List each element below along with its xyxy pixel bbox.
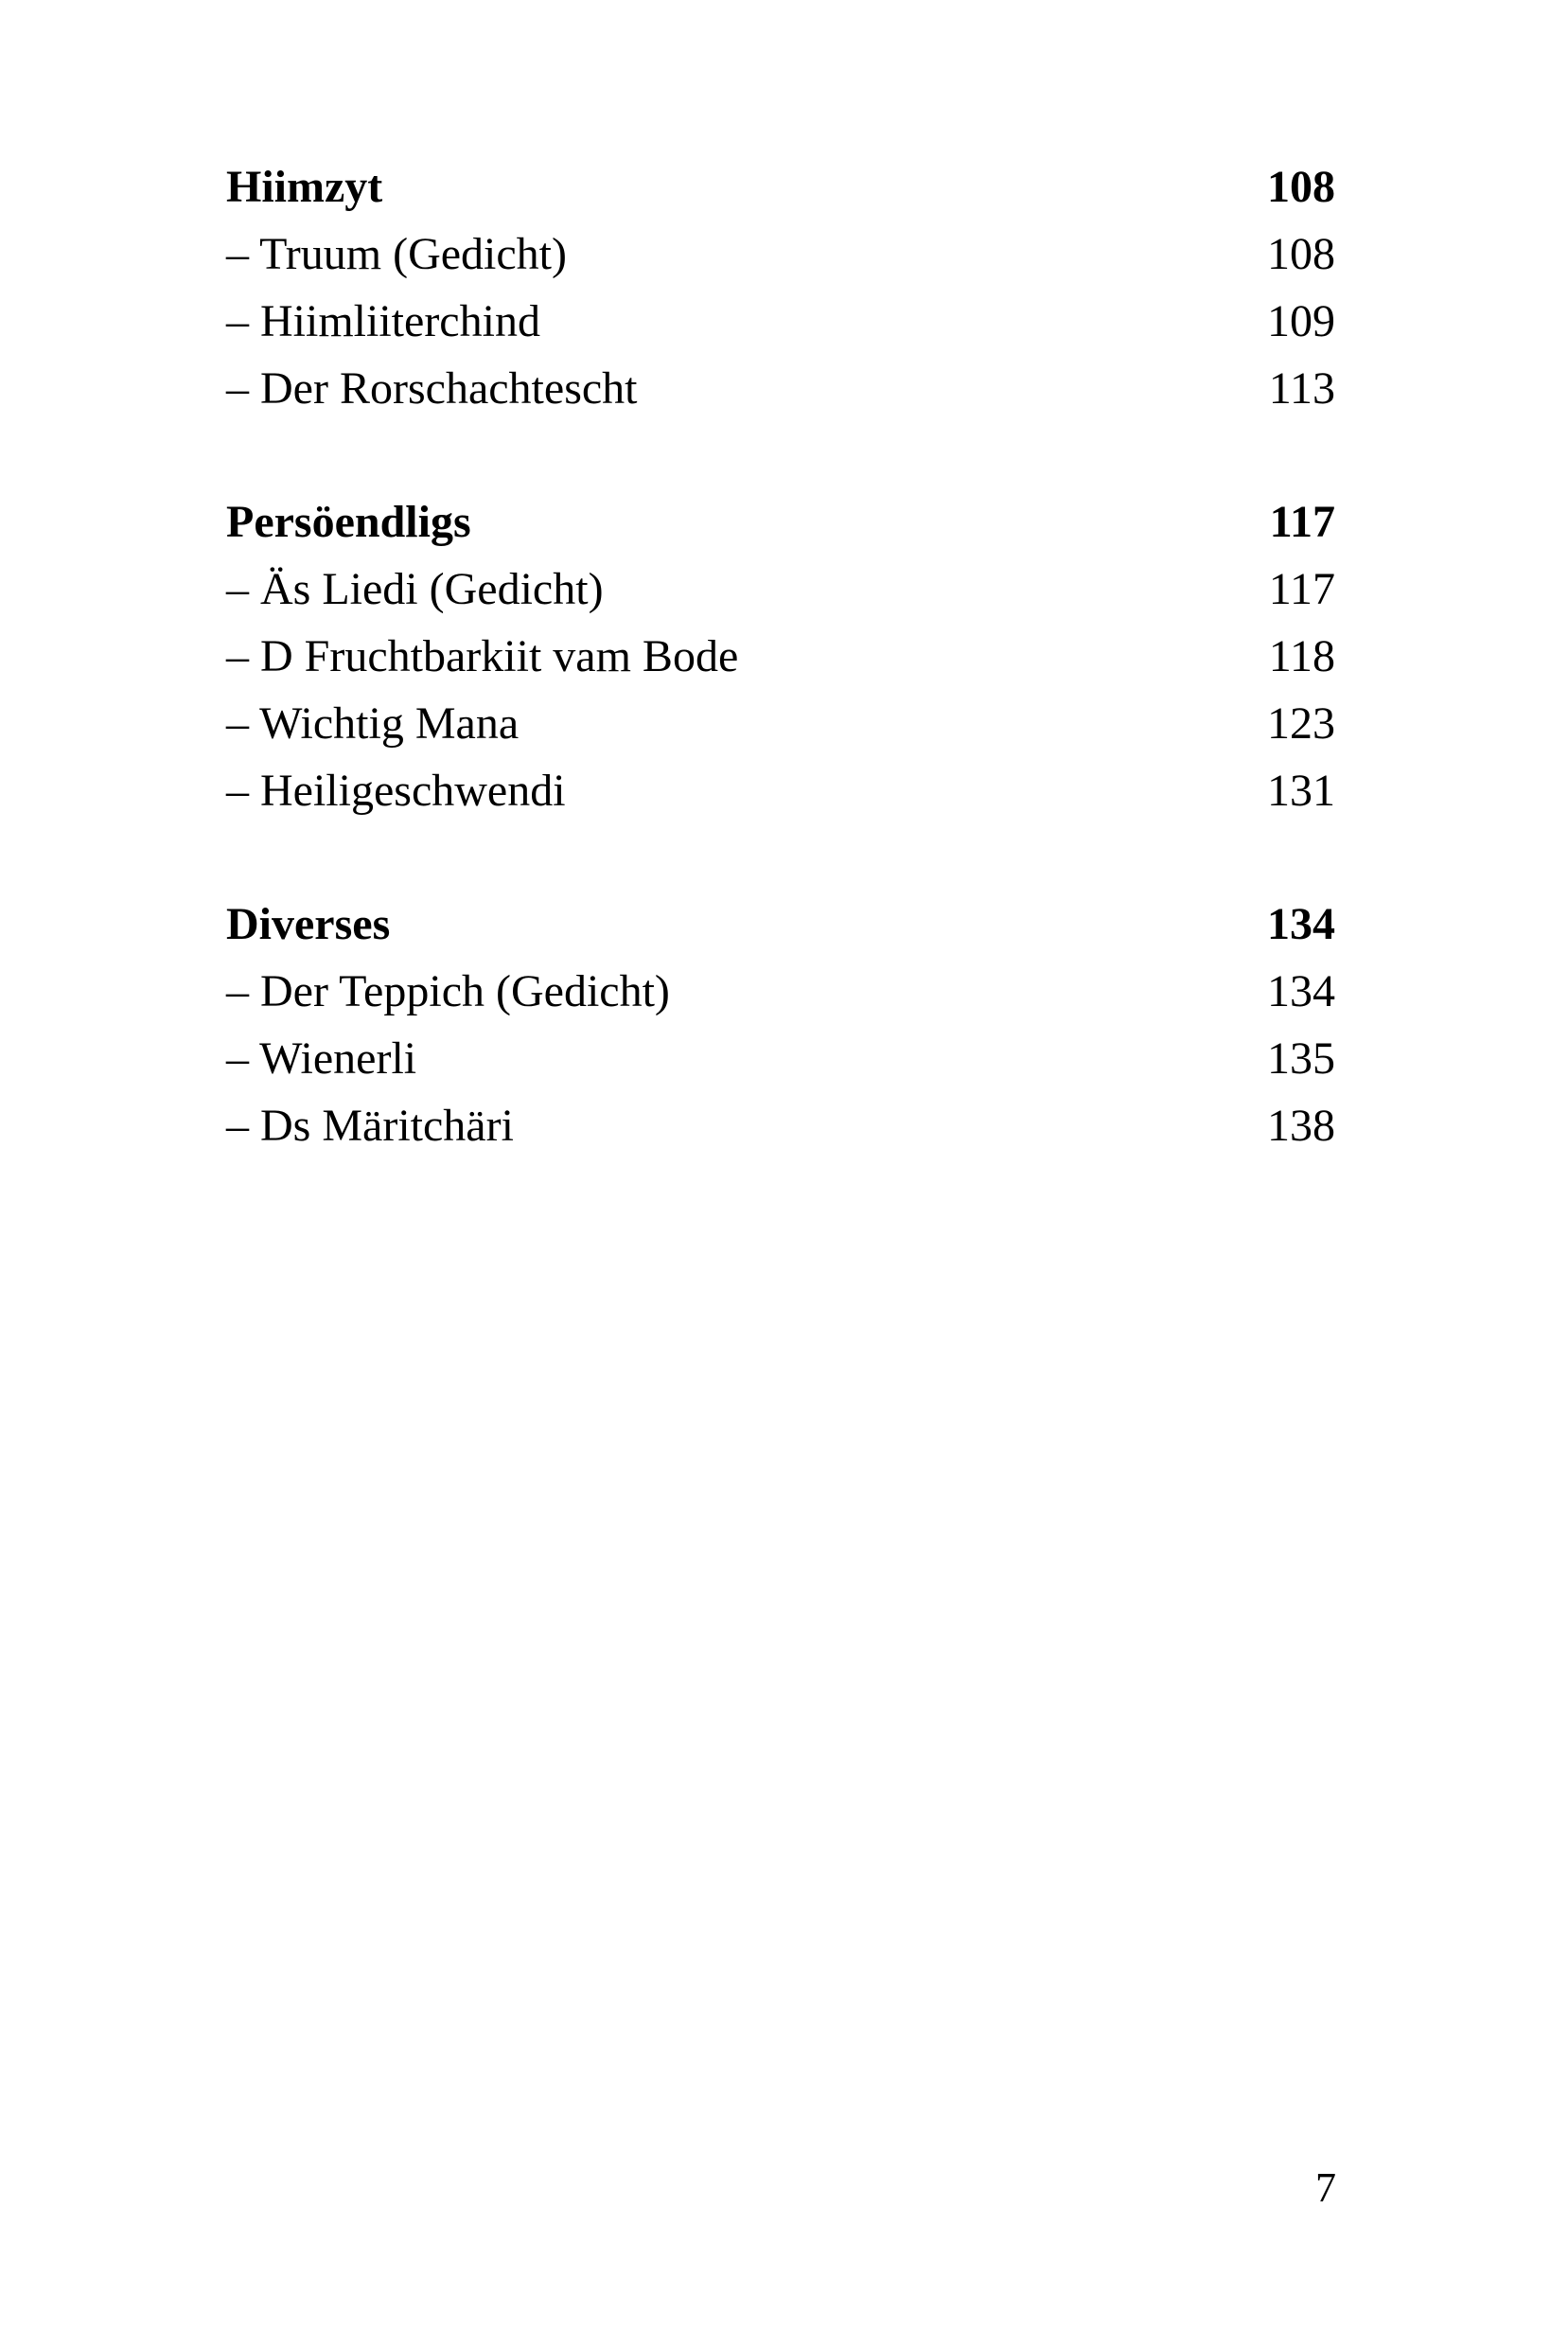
section-page: 134: [1267, 899, 1335, 949]
toc-section: [226, 891, 1335, 1159]
toc-entry: [226, 1092, 1335, 1159]
entry-page: 134: [1267, 966, 1335, 1016]
entry-title: – Der Rorschachtescht: [226, 363, 638, 414]
toc-section: [226, 488, 1335, 824]
section-title: Hiimzyt: [226, 162, 383, 212]
entry-title: – Truum (Gedicht): [226, 229, 567, 279]
entry-title: – Der Teppich (Gedicht): [226, 966, 670, 1016]
entry-title: – Wienerli: [226, 1033, 417, 1084]
toc-entry: [226, 355, 1335, 422]
toc-section: [226, 153, 1335, 422]
toc-entry: [226, 1025, 1335, 1092]
section-page: 108: [1267, 162, 1335, 212]
toc-section-heading: [226, 891, 1335, 958]
toc-entry: [226, 690, 1335, 757]
entry-title: – Hiimliiterchind: [226, 296, 540, 346]
entry-title: – D Fruchtbarkiit vam Bode: [226, 631, 739, 681]
entry-title: – Äs Liedi (Gedicht): [226, 564, 604, 614]
section-title: Diverses: [226, 899, 391, 949]
toc-entry: [226, 221, 1335, 288]
toc-entry: [226, 623, 1335, 690]
entry-title: – Wichtig Mana: [226, 698, 520, 749]
entry-page: 135: [1267, 1033, 1335, 1084]
entry-page: 118: [1268, 631, 1335, 681]
toc-entry: [226, 288, 1335, 355]
section-title: Persöendligs: [226, 497, 471, 547]
page-number: 7: [1315, 2164, 1336, 2211]
entry-page: 113: [1268, 363, 1335, 414]
entry-page: 108: [1267, 229, 1335, 279]
entry-page: 117: [1268, 564, 1335, 614]
entry-page: 131: [1267, 766, 1335, 816]
toc-section-heading: [226, 488, 1335, 556]
toc-entry: [226, 556, 1335, 623]
section-page: 117: [1269, 497, 1335, 547]
toc-entry: [226, 958, 1335, 1025]
entry-page: 109: [1267, 296, 1335, 346]
table-of-contents: [226, 153, 1335, 1226]
entry-title: – Ds Märitchäri: [226, 1101, 514, 1151]
toc-section-heading: [226, 153, 1335, 221]
toc-entry: [226, 757, 1335, 824]
entry-title: – Heiligeschwendi: [226, 766, 566, 816]
entry-page: 138: [1267, 1101, 1335, 1151]
entry-page: 123: [1267, 698, 1335, 749]
